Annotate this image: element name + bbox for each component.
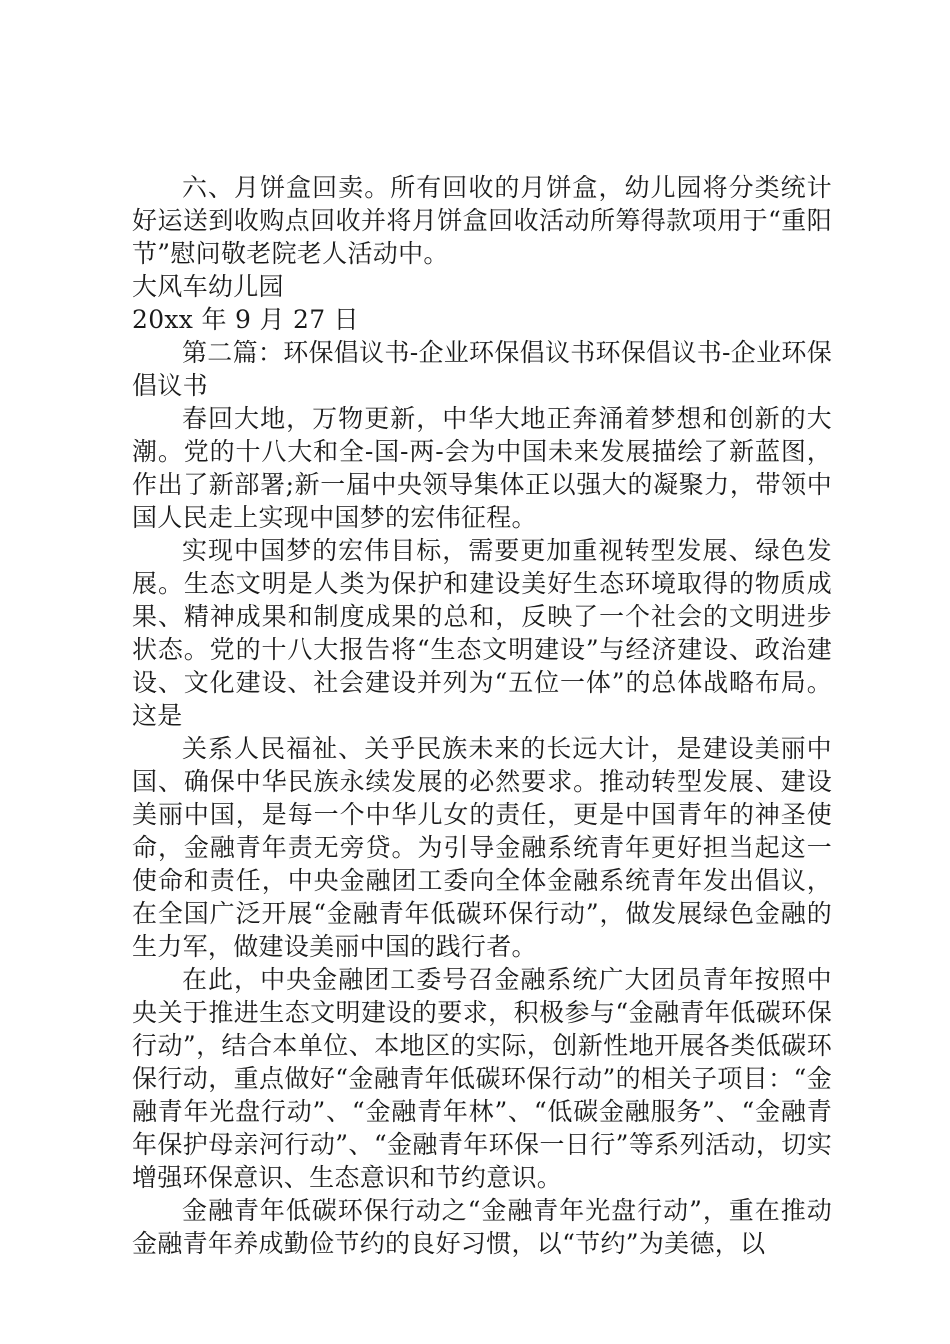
paragraph-chinese-dream: 实现中国梦的宏伟目标，需要更加重视转型发展、绿色发展。生态文明是人类为保护和建设美好生态环境取得的物质成果、精神成果和制度成果的总和，反映了一个社会的文明进步状态。党的十八大报告将“生态文明建设”与经济建设、政治建设、文化建设、社会建设并列为“五位一体”的总体战略布局。这是 [132, 536, 832, 730]
paragraph-call-to-action: 在此，中央金融团工委号召金融系统广大团员青年按照中央关于推进生态文明建设的要求，积极参与“金融青年低碳环保行动”，结合本单位、本地区的实际，创新性地开展各类低碳环保行动，重点做好“金融青年低碳环保行动”的相关子项目：“金融青年光盘行动”、“金融青年林”、“低碳金融服务”、“金融青年保护母亲河行动”、“金融青年环保一日行”等系列活动，切实增强环保意识、生态意识和节约意识。 [132, 965, 832, 1192]
paragraph-welfare: 关系人民福祉、关乎民族未来的长远大计，是建设美丽中国、确保中华民族永续发展的必然要求。推动转型发展、建设美丽中国，是每一个中华儿女的责任，更是中国青年的神圣使命，金融青年责无旁贷。为引导金融系统青年更好担当起这一使命和责任，中央金融团工委向全体金融系统青年发出倡议，在全国广泛开展“金融青年低碳环保行动”，做发展绿色金融的生力军，做建设美丽中国的践行者。 [132, 734, 832, 961]
section-heading-part-two: 第二篇：环保倡议书-企业环保倡议书环保倡议书-企业环保倡议书 [132, 338, 832, 400]
signature-date: 20xx 年 9 月 27 日 [132, 305, 359, 334]
document-body [132, 171, 832, 1260]
paragraph-spring: 春回大地，万物更新，中华大地正奔涌着梦想和创新的大潮。党的十八大和全-国-两-会为中国未来发展描绘了新蓝图，作出了新部署;新一届中央领导集体正以强大的凝聚力，带领中国人民走上实现中国梦的宏伟征程。 [132, 404, 832, 532]
signature-kindergarten: 大风车幼儿园 [132, 272, 284, 301]
paragraph-mooncake-box: 六、月饼盒回卖。所有回收的月饼盒，幼儿园将分类统计好运送到收购点回收并将月饼盒回收活动所筹得款项用于“重阳节”慰问敬老院老人活动中。 [132, 173, 832, 268]
paragraph-clean-plate: 金融青年低碳环保行动之“金融青年光盘行动”，重在推动金融青年养成勤俭节约的良好习惯，以“节约”为美德，以 [132, 1196, 832, 1258]
